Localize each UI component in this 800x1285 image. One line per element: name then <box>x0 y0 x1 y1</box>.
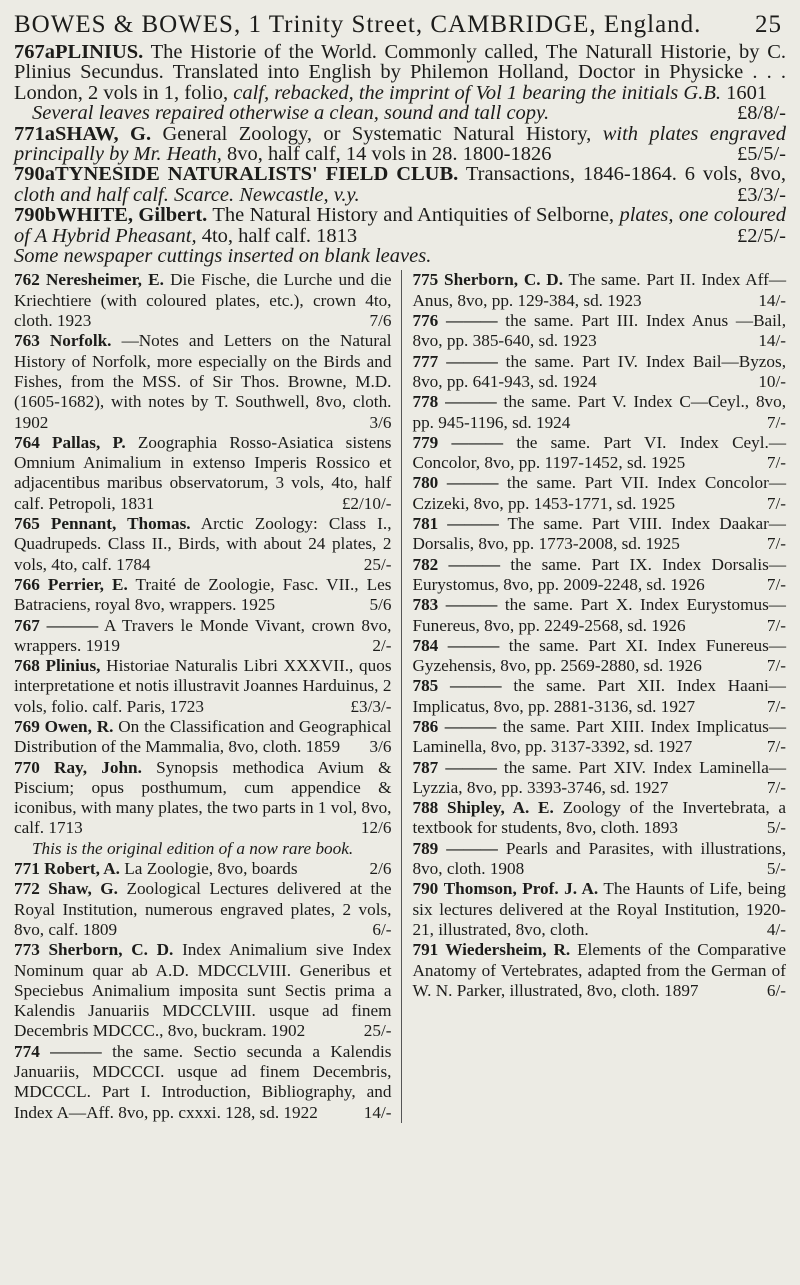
entry-number: 790 <box>412 879 439 899</box>
entry-text: Historiae Naturalis Libri XXXVII., quos interpretatione et notis illustravit Joannes Harduinus, 2 vols, folio. calf. Paris, 1723 <box>14 656 392 716</box>
entry-price: £8/8/- <box>737 102 786 125</box>
entry-heading: PLINIUS. <box>55 41 144 63</box>
entry-number: 789 <box>412 838 439 858</box>
entry-text: the same. Part III. Index Anus —Bail, 8vo, pp. 385-640, sd. 1923 <box>412 311 787 351</box>
entry-number: 764 <box>14 432 40 452</box>
left-column <box>14 270 402 1122</box>
entry-heading: Plinius, <box>45 656 101 676</box>
entry-number: 783 <box>412 595 439 615</box>
entry-price: 2/- <box>372 635 392 655</box>
entry-number: 782 <box>412 554 439 574</box>
entry-number: 791 <box>412 940 439 960</box>
entry-heading: ——— <box>446 473 499 493</box>
catalogue-entry <box>412 352 786 393</box>
entry-text: the same. Part XIV. Index Laminella—Lyzzia, 8vo, pp. 3393-3746, sd. 1927 <box>412 757 787 797</box>
catalogue-entry <box>14 717 391 758</box>
entry-price: £2/10/- <box>341 493 392 513</box>
entry-text: On the Classification and Geographical Distribution of the Mammalia, 8vo, cloth. 1859 <box>14 717 392 757</box>
entry-heading: ——— <box>448 554 501 574</box>
entry-number: 766 <box>14 574 40 594</box>
entry-text: Zoographia Rosso-Asiatica sistens Omnium Animalium in extenso Imperis Rossico et adjacentibus maribus observatorum, 3 vols, 4to, half calf. Petropoli, 1831 <box>14 432 392 513</box>
entry-heading: ——— <box>451 432 504 452</box>
entry-heading: ——— <box>445 392 497 412</box>
entry-heading: Norfolk. <box>49 331 112 351</box>
page-number: 25 <box>755 11 782 38</box>
entry-heading: Shipley, A. E. <box>447 798 554 818</box>
entry-heading: Wiedersheim, R. <box>445 940 571 960</box>
entry-text: The same. Part VIII. Index Daakar—Dorsalis, 8vo, pp. 1773-2008, sd. 1925 <box>412 514 786 554</box>
page-title: BOWES & BOWES, 1 Trinity Street, CAMBRIDGE, England. <box>14 11 702 38</box>
catalogue-entry <box>412 473 786 514</box>
entry-heading: ——— <box>445 757 497 777</box>
entry-number: 771a <box>14 122 55 145</box>
entry-heading: Thomson, Prof. J. A. <box>443 879 599 899</box>
entry-number: 767a <box>14 41 55 63</box>
page-header <box>14 10 786 40</box>
entry-italic: cloth and half calf. <box>14 183 169 206</box>
entry-price: £3/3/- <box>737 183 786 206</box>
entry-imprint: Scarce. Newcastle, v.y. <box>174 183 360 206</box>
entry-price: £2/5/- <box>737 224 786 247</box>
entry-price: 3/6 <box>369 737 392 757</box>
entry-heading: Ray, John. <box>54 757 142 777</box>
entry-text: Index Animalium sive Index Nominum quar ab A.D. MDCCLVIII. Generibus et Speciebus Animalium imposita sunt Sectis prima a Kalendis Januariis MDCCLVIII. usque ad finem Decembris MDCCC., 8vo, buckram. 1902 <box>14 940 392 1041</box>
entry-price: 7/- <box>766 493 786 513</box>
catalogue-entry <box>14 331 391 432</box>
catalogue-entry <box>14 758 391 839</box>
catalogue-entry <box>412 555 786 596</box>
entry-text: the same. Part IV. Index Bail—Byzos, 8vo, pp. 641-943, sd. 1924 <box>412 351 786 391</box>
entry-price: 14/- <box>758 290 786 310</box>
entry-text: The Natural History and Antiquities of Selborne, <box>212 204 615 227</box>
catalogue-entry <box>14 1042 391 1123</box>
entry-note: This is the original edition of a now rare book. <box>32 838 354 858</box>
catalogue-entry <box>412 940 786 1001</box>
entry-price: 7/- <box>766 412 786 432</box>
entry-heading: ——— <box>447 635 500 655</box>
entry-number: 787 <box>412 757 439 777</box>
catalogue-entry <box>14 124 786 165</box>
entry-number: 780 <box>412 473 439 493</box>
catalogue-entry <box>14 616 391 657</box>
entry-imprint: 8vo, half calf, 14 vols in 28. 1800-1826 <box>226 143 552 166</box>
entry-number: 772 <box>14 879 40 899</box>
entry-number: 774 <box>14 1041 40 1061</box>
entry-price: 7/- <box>766 574 786 594</box>
entry-number: 785 <box>412 676 439 696</box>
entry-number: 777 <box>412 351 439 371</box>
entry-number: 775 <box>412 270 439 290</box>
entry-heading: Sherborn, C. D. <box>444 270 564 290</box>
entry-number: 784 <box>412 635 439 655</box>
entry-heading: SHAW, G. <box>55 122 152 145</box>
entry-heading: Robert, A. <box>44 859 120 879</box>
entry-number: 767 <box>14 615 40 635</box>
entry-price: 2/6 <box>369 859 392 879</box>
entry-text: Zoology of the Invertebrata, a textbook for students, 8vo, cloth. 1893 <box>412 798 787 838</box>
entry-note: Several leaves repaired otherwise a clean, sound and tall copy. <box>32 102 550 125</box>
catalogue-entry <box>412 392 786 433</box>
catalogue-entry <box>412 433 786 474</box>
catalogue-entry <box>14 575 391 616</box>
entry-text: Transactions, 1846-1864. 6 vols, 8vo, <box>465 163 786 186</box>
catalogue-entry <box>14 433 391 514</box>
entry-heading: ——— <box>447 514 499 534</box>
entry-price: £3/3/- <box>350 696 392 716</box>
entry-heading: Sherborn, C. D. <box>48 940 174 960</box>
entry-text: the same. Part IX. Index Dorsalis—Eurystomus, 8vo, pp. 2009-2248, sd. 1926 <box>412 554 787 594</box>
entry-price: 7/- <box>766 615 786 635</box>
catalogue-entry <box>14 164 786 205</box>
entry-number: 765 <box>14 514 40 534</box>
entry-number: 786 <box>412 717 439 736</box>
catalogue-entry <box>412 676 786 717</box>
entry-number: 762 <box>14 270 40 290</box>
entry-text: The same. Part II. Index Aff—Anus, 8vo, pp. 129-384, sd. 1923 <box>412 270 787 310</box>
entry-heading: Pallas, P. <box>52 432 126 452</box>
entry-number: 773 <box>14 940 40 960</box>
catalogue-entry <box>14 879 391 940</box>
entry-price: 7/6 <box>369 311 392 331</box>
entry-heading: WHITE, Gilbert. <box>56 204 208 227</box>
catalogue-entry <box>412 758 786 799</box>
entry-price: 10/- <box>758 371 786 391</box>
entry-number: 781 <box>412 514 439 534</box>
entry-italic: with plates engraved principally by Mr. Heath, <box>14 122 787 166</box>
entry-text: the same. Sectio secunda a Kalendis Januariis, MDCCCI. usque ad finem Decembris, MDCCCL. Part I. Introduction, Bibliography, and Index A—Aff. 8vo, pp. cxxxi. 128, sd. 1922 <box>14 1041 392 1122</box>
catalogue-entry <box>412 514 786 555</box>
entry-text: the same. Part VII. Index Concolor—Czizeki, 8vo, pp. 1453-1771, sd. 1925 <box>412 473 787 513</box>
catalogue-entry <box>412 311 786 352</box>
entry-price: 7/- <box>766 453 786 473</box>
catalogue-entry <box>14 205 786 246</box>
entry-number: 788 <box>412 798 439 818</box>
entry-price: 4/- <box>766 919 786 939</box>
entry-number: 776 <box>412 311 439 331</box>
entry-price: 6/- <box>372 919 392 939</box>
entry-heading: ——— <box>446 351 498 371</box>
entry-heading: ——— <box>445 595 498 615</box>
right-column <box>402 270 786 1122</box>
entry-text: Elements of the Comparative Anatomy of Vertebrates, adapted from the German of W. N. Parker, illustrated, 8vo, cloth. 1897 <box>412 940 787 1000</box>
entry-text: the same. Part XIII. Index Implicatus—Laminella, 8vo, pp. 3137-3392, sd. 1927 <box>412 717 787 757</box>
entry-text: General Zoology, or Systematic Natural History, <box>162 122 592 145</box>
entry-text: the same. Part V. Index C—Ceyl., 8vo, pp. 945-1196, sd. 1924 <box>412 392 787 432</box>
catalogue-entry <box>14 859 391 879</box>
catalogue-entry <box>14 514 391 575</box>
entry-number: 768 <box>14 656 40 676</box>
entry-heading: TYNESIDE NATURALISTS' FIELD CLUB. <box>55 163 459 186</box>
entry-price: 3/6 <box>369 412 392 432</box>
entry-price: 5/- <box>766 859 786 879</box>
entry-price: 14/- <box>363 1102 392 1122</box>
entry-text: Traité de Zoologie, Fasc. VII., Les Batraciens, royal 8vo, wrappers. 1925 <box>14 574 392 615</box>
entry-heading: Pennant, Thomas. <box>50 514 191 534</box>
catalogue-entry <box>412 879 786 940</box>
entry-text: Synopsis methodica Avium & Piscium; opus posthumum, cum appendice & iconibus, with many plates, the two parts in 1 vol, 8vo, calf. 1713 <box>14 757 392 838</box>
entry-text: La Zoologie, 8vo, boards <box>124 859 298 879</box>
entry-price: 5/6 <box>369 595 392 615</box>
entry-imprint: 4to, half calf. 1813 <box>201 224 358 247</box>
entry-text: The Historie of the World. Commonly called, The Naturall Historie, by C. Plinius Secundus. Translated into English by Philemon Holland, Doctor in Physicke . . . London, 2 vols in 1, folio, <box>14 41 786 104</box>
entry-heading: ——— <box>450 676 502 696</box>
entry-heading: ——— <box>446 311 498 331</box>
entry-number: 763 <box>14 331 40 351</box>
entry-note: Some newspaper cuttings inserted on blank leaves. <box>14 245 432 268</box>
entry-text: —Notes and Letters on the Natural History of Norfolk, more especially on the Birds and Fishes, from the MSS. of Sir Thos. Browne, M.D. (1605-1682), with notes by T. Southwell, 8vo, cloth. 1902 <box>14 331 392 432</box>
entry-heading: Perrier, E. <box>47 574 128 594</box>
entry-number: 769 <box>14 717 40 736</box>
entry-italic: plates, one coloured of A Hybrid Pheasant, <box>14 204 786 247</box>
entry-number: 771 <box>14 859 40 879</box>
entry-price: 7/- <box>766 777 786 797</box>
catalogue-entry <box>14 656 391 717</box>
top-entries <box>14 42 786 266</box>
entry-heading: ——— <box>50 1041 102 1061</box>
entry-price: 7/- <box>766 656 786 676</box>
entry-price: 7/- <box>766 696 786 716</box>
entry-price: 12/6 <box>360 818 392 838</box>
entry-heading: ——— <box>446 838 498 858</box>
entry-price: 25/- <box>363 1021 392 1041</box>
catalogue-entry <box>412 636 786 677</box>
entry-heading: Shaw, G. <box>48 879 118 899</box>
entry-price: 7/- <box>766 737 786 757</box>
entry-number: 790a <box>14 163 55 186</box>
entry-text: Zoological Lectures delivered at the Royal Institution, numerous engraved plates, 2 vols, 8vo, calf. 1809 <box>14 879 392 939</box>
entry-text: the same. Part VI. Index Ceyl.—Concolor, 8vo, pp. 1197-1452, sd. 1925 <box>412 432 787 473</box>
catalogue-entry <box>412 798 786 839</box>
entry-price: 5/- <box>766 818 786 838</box>
entry-imprint: 1601 <box>726 81 768 104</box>
entry-text: A Travers le Monde Vivant, crown 8vo, wrappers. 1919 <box>14 615 392 655</box>
catalogue-entry <box>412 270 786 311</box>
entry-price: 14/- <box>758 331 786 351</box>
entry-text: Arctic Zoology: Class I., Quadrupeds. Class II., Birds, with about 24 plates, 2 vols, 4to, calf. 1784 <box>14 514 392 574</box>
entry-number: 770 <box>14 757 40 777</box>
catalogue-entry <box>14 270 391 331</box>
entry-text: The Haunts of Life, being six lectures delivered at the Royal Institution, 1920-21, illustrated, 8vo, cloth. <box>412 879 786 939</box>
entry-text: the same. Part X. Index Eurystomus—Funereus, 8vo, pp. 2249-2568, sd. 1926 <box>412 595 786 635</box>
entry-heading: ——— <box>46 615 99 635</box>
entry-price: £5/5/- <box>737 143 786 166</box>
entry-text: the same. Part XI. Index Funereus—Gyzehensis, 8vo, pp. 2569-2880, sd. 1926 <box>412 635 787 676</box>
entry-price: 25/- <box>363 554 392 574</box>
entry-number: 778 <box>412 392 439 412</box>
entry-price: 7/- <box>766 534 786 554</box>
catalogue-entry <box>412 839 786 880</box>
entry-text: Die Fische, die Lurche und die Kriechtiere (with coloured plates, etc.), crown 4to, cloth. 1923 <box>14 270 392 331</box>
entry-heading: Neresheimer, E. <box>45 270 164 290</box>
entry-number: 779 <box>412 432 439 452</box>
entry-text: Pearls and Parasites, with illustrations, 8vo, cloth. 1908 <box>412 838 787 879</box>
entry-heading: Owen, R. <box>44 717 114 736</box>
entry-text: the same. Part XII. Index Haani—Implicatus, 8vo, pp. 2881-3136, sd. 1927 <box>412 676 786 716</box>
catalogue-entry <box>412 717 786 758</box>
entry-price: 6/- <box>766 980 786 1000</box>
two-column-listing <box>14 270 786 1122</box>
entry-number: 790b <box>14 204 57 227</box>
catalogue-entry <box>14 940 391 1041</box>
catalogue-entry <box>412 595 786 636</box>
entry-italic: calf, rebacked, the imprint of Vol 1 bearing the initials G.B. <box>233 81 721 104</box>
entry-heading: ——— <box>444 717 497 736</box>
